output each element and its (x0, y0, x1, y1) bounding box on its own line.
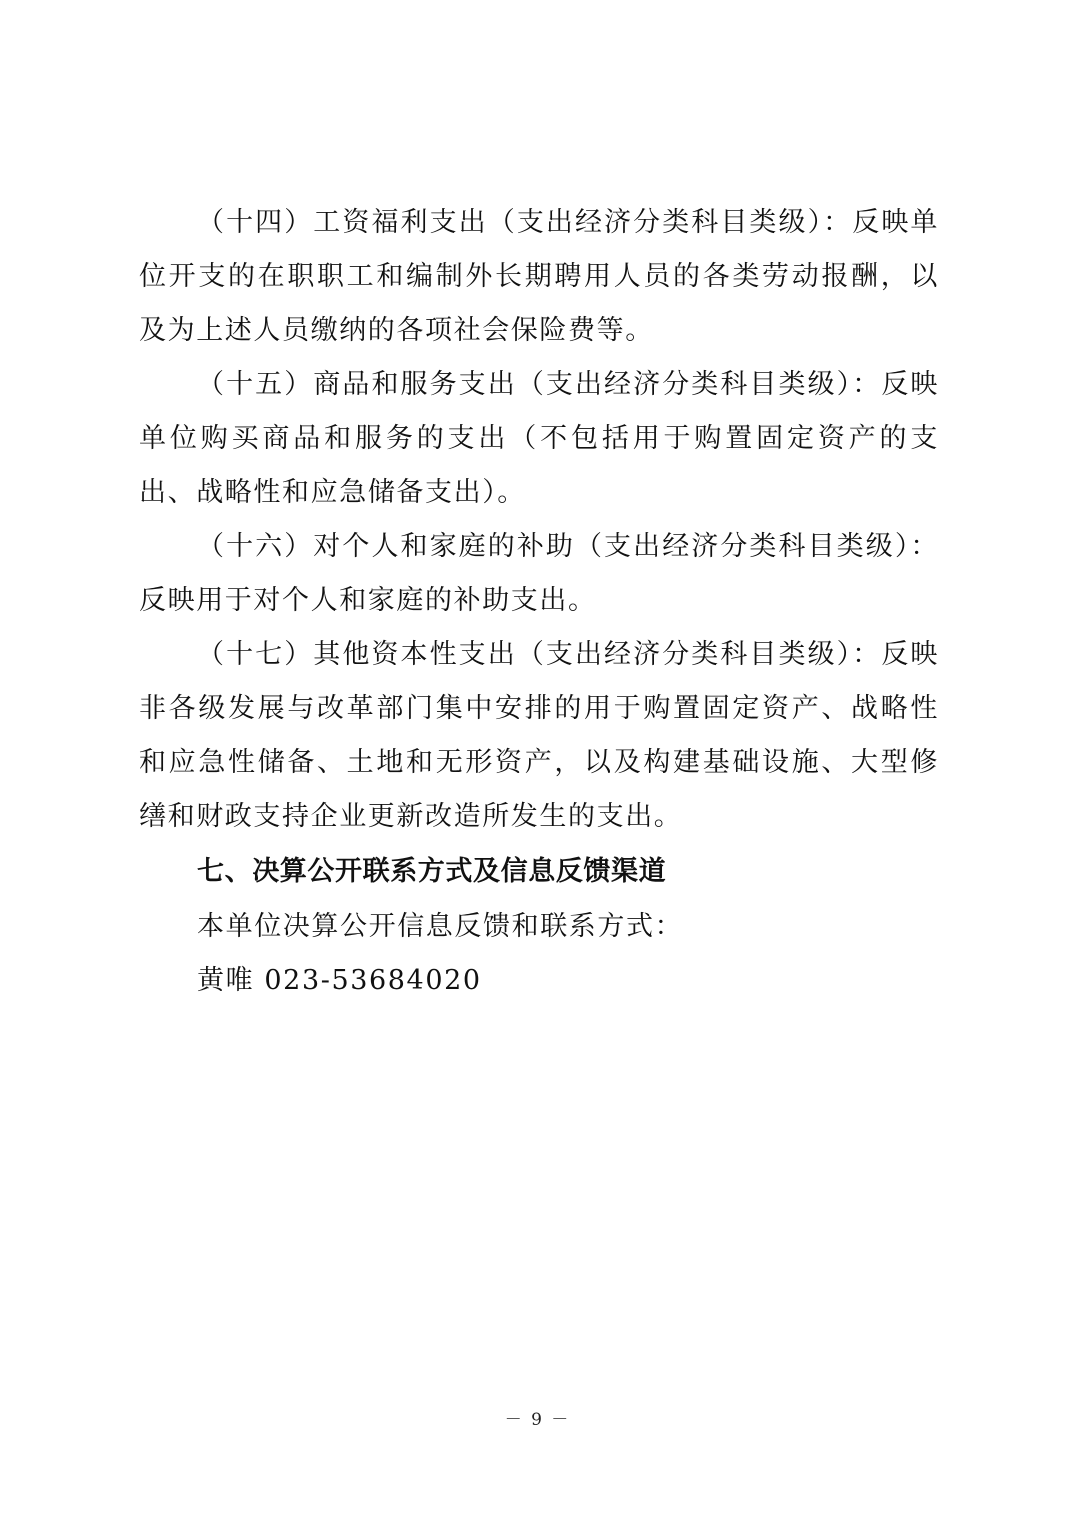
paragraph-goods-services: （十五）商品和服务支出（支出经济分类科目类级）：反映单位购买商品和服务的支出（不包括用于购置固定资产的支出、战略性和应急储备支出）。 (139, 369, 939, 508)
paragraph-wage-welfare: （十四）工资福利支出（支出经济分类科目类级）：反映单位开支的在职职工和编制外长期聘用人员的各类劳动报酬，以及为上述人员缴纳的各项社会保险费等。 (139, 207, 939, 346)
paragraph-other-capital: （十七）其他资本性支出（支出经济分类科目类级）：反映非各级发展与改革部门集中安排的用于购置固定资产、战略性和应急性储备、土地和无形资产，以及构建基础设施、大型修缮和财政支持企业更新改造所发生的支出。 (139, 639, 939, 832)
paragraph-household-subsidy: （十六）对个人和家庭的补助（支出经济分类科目类级）：反映用于对个人和家庭的补助支出。 (139, 531, 939, 616)
page-number: － 9 － (504, 1410, 571, 1430)
section-heading: 七、决算公开联系方式及信息反馈渠道 (197, 856, 667, 887)
contact-info: 黄唯 023-53684020 (197, 965, 482, 996)
contact-intro: 本单位决算公开信息反馈和联系方式： (197, 911, 684, 942)
document-body (139, 196, 939, 1008)
